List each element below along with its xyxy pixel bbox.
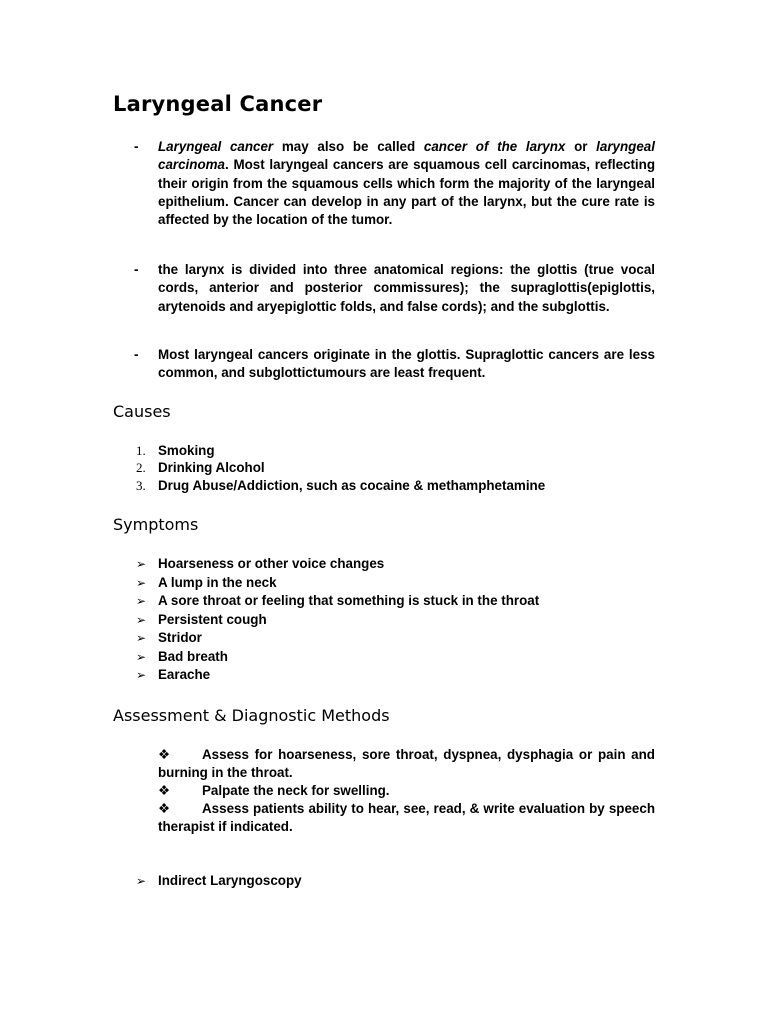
diamond-bullet-icon: ❖ bbox=[158, 783, 171, 798]
assessment-text: Assess patients ability to hear, see, read, & write evaluation by speech therapist if indicated. bbox=[158, 801, 655, 834]
causes-list bbox=[136, 442, 678, 494]
arrow-bullet-icon: ➢ bbox=[136, 612, 147, 627]
intro-bullet-2 bbox=[134, 261, 655, 316]
assessment-text: Assess for hoarseness, sore throat, dyspnea, dysphagia or pain and burning in the throat. bbox=[158, 747, 655, 780]
intro-text: may also be called bbox=[273, 139, 424, 154]
intro-text: or bbox=[565, 139, 597, 154]
list-item bbox=[136, 477, 678, 494]
list-item bbox=[136, 872, 678, 891]
intro-term: cancer of the larynx bbox=[423, 139, 566, 154]
list-number: 3. bbox=[136, 477, 146, 493]
arrow-bullet-icon: ➢ bbox=[136, 649, 147, 664]
list-item bbox=[136, 666, 678, 685]
list-item-text: Indirect Laryngoscopy bbox=[158, 873, 302, 888]
arrow-bullet-icon: ➢ bbox=[136, 874, 147, 888]
intro-text: the larynx is divided into three anatomical regions: the glottis (true vocal cords, anterior and posterior commissures); the supraglottis(epiglottis, arytenoids and aryepiglottic folds, and false cords); and the subglottis. bbox=[158, 262, 655, 314]
list-item bbox=[136, 611, 678, 630]
list-item-text: Persistent cough bbox=[158, 611, 267, 627]
arrow-bullet-icon: ➢ bbox=[136, 557, 147, 571]
list-item bbox=[136, 629, 678, 648]
arrow-bullet-icon: ➢ bbox=[136, 594, 147, 608]
list-item-text: Bad breath bbox=[158, 648, 228, 664]
list-item bbox=[136, 648, 678, 667]
list-number: 1. bbox=[136, 443, 146, 458]
list-item bbox=[136, 574, 678, 593]
list-item-text: Drinking Alcohol bbox=[158, 460, 265, 476]
intro-text: Most laryngeal cancers originate in the glottis. Supraglottic cancers are less common, and subglottictumours are least frequent. bbox=[158, 347, 655, 381]
assessment-item bbox=[158, 782, 655, 800]
arrow-bullet-icon: ➢ bbox=[136, 631, 147, 645]
assessment-heading: Assessment & Diagnostic Methods bbox=[113, 706, 390, 725]
arrow-bullet-icon: ➢ bbox=[136, 668, 147, 682]
list-item-text: Drug Abuse/Addiction, such as cocaine & methamphetamine bbox=[158, 477, 546, 493]
dash-marker: - bbox=[134, 262, 139, 277]
list-item-text: Smoking bbox=[158, 443, 215, 458]
intro-term: laryngeal carcinoma bbox=[158, 139, 655, 173]
assessment-items bbox=[158, 746, 655, 836]
diamond-bullet-icon: ❖ bbox=[158, 801, 171, 816]
list-item bbox=[136, 592, 678, 611]
list-item bbox=[136, 442, 678, 459]
list-item-text: Earache bbox=[158, 667, 211, 682]
diamond-bullet-icon: ❖ bbox=[158, 747, 171, 762]
assessment-item bbox=[158, 746, 655, 782]
list-item-text: A sore throat or feeling that something is stuck in the throat bbox=[158, 593, 540, 608]
symptoms-heading: Symptoms bbox=[113, 515, 199, 534]
intro-term: Laryngeal cancer bbox=[158, 139, 274, 154]
procedures-list bbox=[136, 872, 678, 891]
intro-text: . Most laryngeal cancers are squamous cell carcinomas, reflecting their origin from the squamous cells which form the majority of the laryngeal epithelium. Cancer can develop in any part of the larynx, but the cure rate is affected by the location of the tumor. bbox=[158, 157, 655, 228]
dash-marker: - bbox=[134, 139, 139, 154]
page-title: Laryngeal Cancer bbox=[113, 92, 323, 116]
causes-heading: Causes bbox=[113, 402, 171, 421]
dash-marker: - bbox=[134, 347, 139, 362]
intro-bullet-3 bbox=[134, 346, 655, 383]
assessment-item bbox=[158, 800, 655, 836]
symptoms-list bbox=[136, 555, 678, 685]
list-item-text: Hoarseness or other voice changes bbox=[158, 556, 385, 571]
list-item-text: Stridor bbox=[158, 630, 202, 645]
intro-bullet-1 bbox=[134, 138, 655, 229]
list-item bbox=[136, 555, 678, 574]
list-item-text: A lump in the neck bbox=[158, 574, 277, 590]
list-item bbox=[136, 459, 678, 476]
arrow-bullet-icon: ➢ bbox=[136, 575, 147, 590]
assessment-text: Palpate the neck for swelling. bbox=[202, 783, 390, 798]
list-number: 2. bbox=[136, 460, 146, 476]
